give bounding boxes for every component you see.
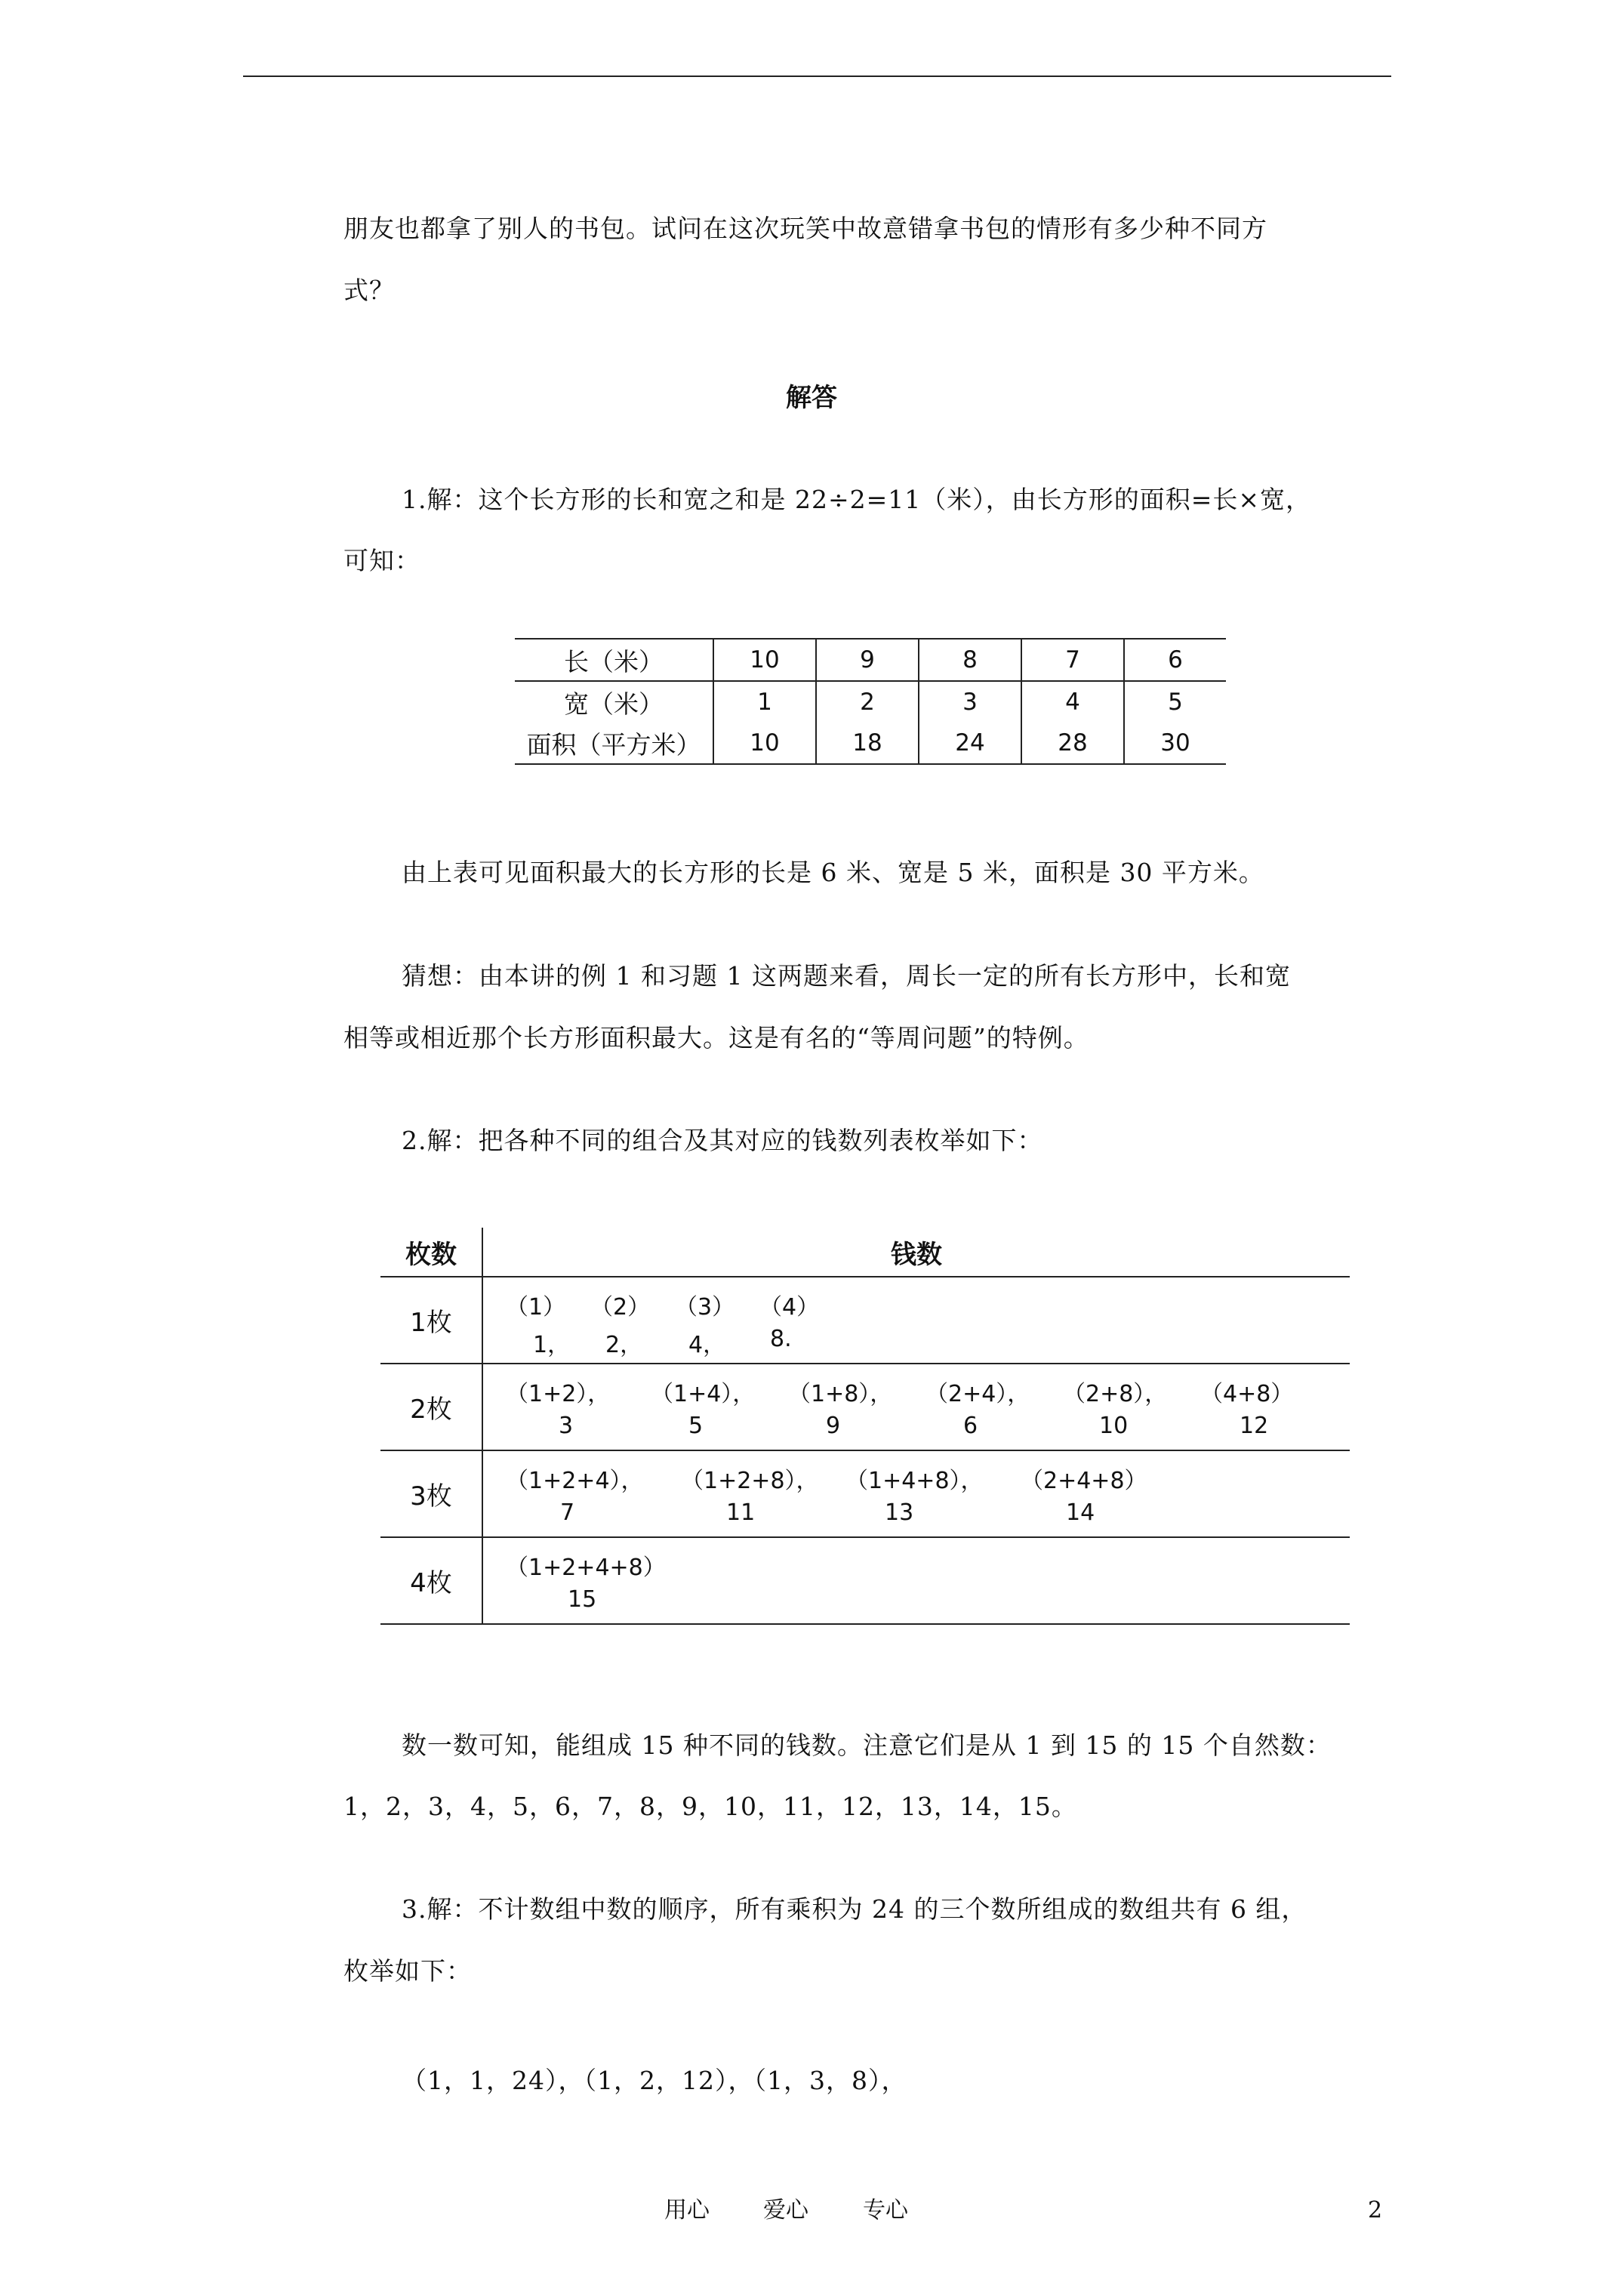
value: 8. [770, 1326, 792, 1352]
guess-line-1: 猜想：由本讲的例 1 和习题 1 这两题来看，周长一定的所有长方形中，长和宽 [402, 961, 1291, 991]
answer2-summary-1: 数一数可知，能组成 15 种不同的钱数。注意它们是从 1 到 15 的 15 个自然数： [402, 1730, 1332, 1760]
table-cell: 9 [816, 639, 919, 681]
money-cell [482, 1450, 1350, 1537]
table-row [380, 1364, 1350, 1450]
column-header-count: 枚数 [380, 1228, 482, 1277]
row-header-length: 长（米） [515, 639, 713, 681]
value: 7 [560, 1499, 575, 1526]
table-row [380, 1277, 1350, 1364]
row-count: 1枚 [380, 1277, 482, 1364]
row-count: 4枚 [380, 1537, 482, 1624]
answer3-line-3: （1，1，24），（1，2，12），（1，3，8）， [402, 2066, 907, 2095]
value: 3 [559, 1413, 574, 1439]
table-cell: 10 [713, 723, 816, 764]
answer3-line-2: 枚举如下： [343, 1956, 472, 1986]
answer1-line-1: 1.解：这个长方形的长和宽之和是 22÷2=11（米），由长方形的面积=长×宽， [402, 485, 1312, 514]
header-rule [243, 76, 1391, 77]
combo: （1+4）， [651, 1381, 756, 1407]
combo: （2+8）， [1063, 1381, 1168, 1407]
value: 6 [963, 1413, 978, 1439]
combo: （1+4+8）， [845, 1468, 984, 1494]
table-cell: 6 [1124, 639, 1226, 681]
table-cell: 30 [1124, 723, 1226, 764]
combo: （1+2+4）， [506, 1468, 644, 1494]
row-count: 3枚 [380, 1450, 482, 1537]
intro-line-2: 式？ [343, 276, 395, 305]
table-cell: 1 [713, 681, 816, 723]
row-count: 2枚 [380, 1364, 482, 1450]
row-header-area: 面积（平方米） [515, 723, 713, 764]
combo: （1+2+8）， [681, 1468, 819, 1494]
table-cell: 7 [1021, 639, 1124, 681]
table-cell: 3 [919, 681, 1021, 723]
table-row [515, 723, 1226, 764]
table-cell: 18 [816, 723, 919, 764]
table-row [380, 1537, 1350, 1624]
answer2-summary-2: 1，2，3，4，5，6，7，8，9，10，11，12，13，14，15。 [343, 1792, 1077, 1821]
value: 9 [826, 1413, 841, 1439]
footer-motto-3: 专心 [863, 2197, 908, 2224]
coin-table [380, 1228, 1350, 1625]
combo: （4） [759, 1294, 820, 1321]
intro-line-1: 朋友也都拿了别人的书包。试问在这次玩笑中故意错拿书包的情形有多少种不同方 [343, 214, 1267, 243]
table-cell: 10 [713, 639, 816, 681]
money-cell [482, 1277, 1350, 1364]
table-row [515, 681, 1226, 723]
value: 13 [885, 1499, 914, 1526]
answer3-line-1: 3.解：不计数组中数的顺序，所有乘积为 24 的三个数所组成的数组共有 6 组， [402, 1894, 1307, 1924]
answer2-line-1: 2.解：把各种不同的组合及其对应的钱数列表枚举如下： [402, 1126, 1043, 1155]
value: 15 [568, 1586, 597, 1613]
answer1-conclusion: 由上表可见面积最大的长方形的长是 6 米、宽是 5 米，面积是 30 平方米。 [402, 858, 1264, 887]
combo: （1+2）， [506, 1381, 611, 1407]
combo: （2） [590, 1294, 651, 1321]
combo: （1） [506, 1294, 566, 1321]
rectangle-table [515, 638, 1226, 765]
guess-line-2: 相等或相近那个长方形面积最大。这是有名的“等周问题”的特例。 [343, 1023, 1089, 1052]
section-title: 解答 [786, 383, 837, 413]
table-cell: 4 [1021, 681, 1124, 723]
value: 5 [688, 1413, 704, 1439]
value: 14 [1066, 1499, 1095, 1526]
table-cell: 28 [1021, 723, 1124, 764]
combo: （2+4+8） [1021, 1468, 1147, 1494]
money-cell [482, 1537, 1350, 1624]
table-cell: 8 [919, 639, 1021, 681]
value: 11 [726, 1499, 756, 1526]
value: 12 [1240, 1413, 1269, 1439]
table-header-row [380, 1228, 1350, 1277]
combo: （1+8）， [788, 1381, 893, 1407]
combo: （3） [675, 1294, 735, 1321]
value: 1， [533, 1332, 571, 1358]
combo: （4+8） [1200, 1381, 1294, 1407]
value: 2， [605, 1332, 643, 1358]
table-row [380, 1450, 1350, 1537]
combo: （2+4）， [925, 1381, 1030, 1407]
row-header-width: 宽（米） [515, 681, 713, 723]
footer-motto-1: 用心 [664, 2197, 710, 2224]
value: 10 [1099, 1413, 1129, 1439]
money-cell [482, 1364, 1350, 1450]
answer1-line-2: 可知： [343, 546, 420, 575]
page-number: 2 [1368, 2197, 1383, 2224]
combo: （1+2+4+8） [506, 1555, 666, 1581]
table-cell: 5 [1168, 689, 1183, 716]
table-cell: 2 [816, 681, 919, 723]
table-row [515, 639, 1226, 681]
column-header-money: 钱数 [482, 1228, 1350, 1277]
table-cell: 24 [919, 723, 1021, 764]
value: 4， [688, 1332, 726, 1358]
footer-motto-2: 爱心 [763, 2197, 808, 2224]
